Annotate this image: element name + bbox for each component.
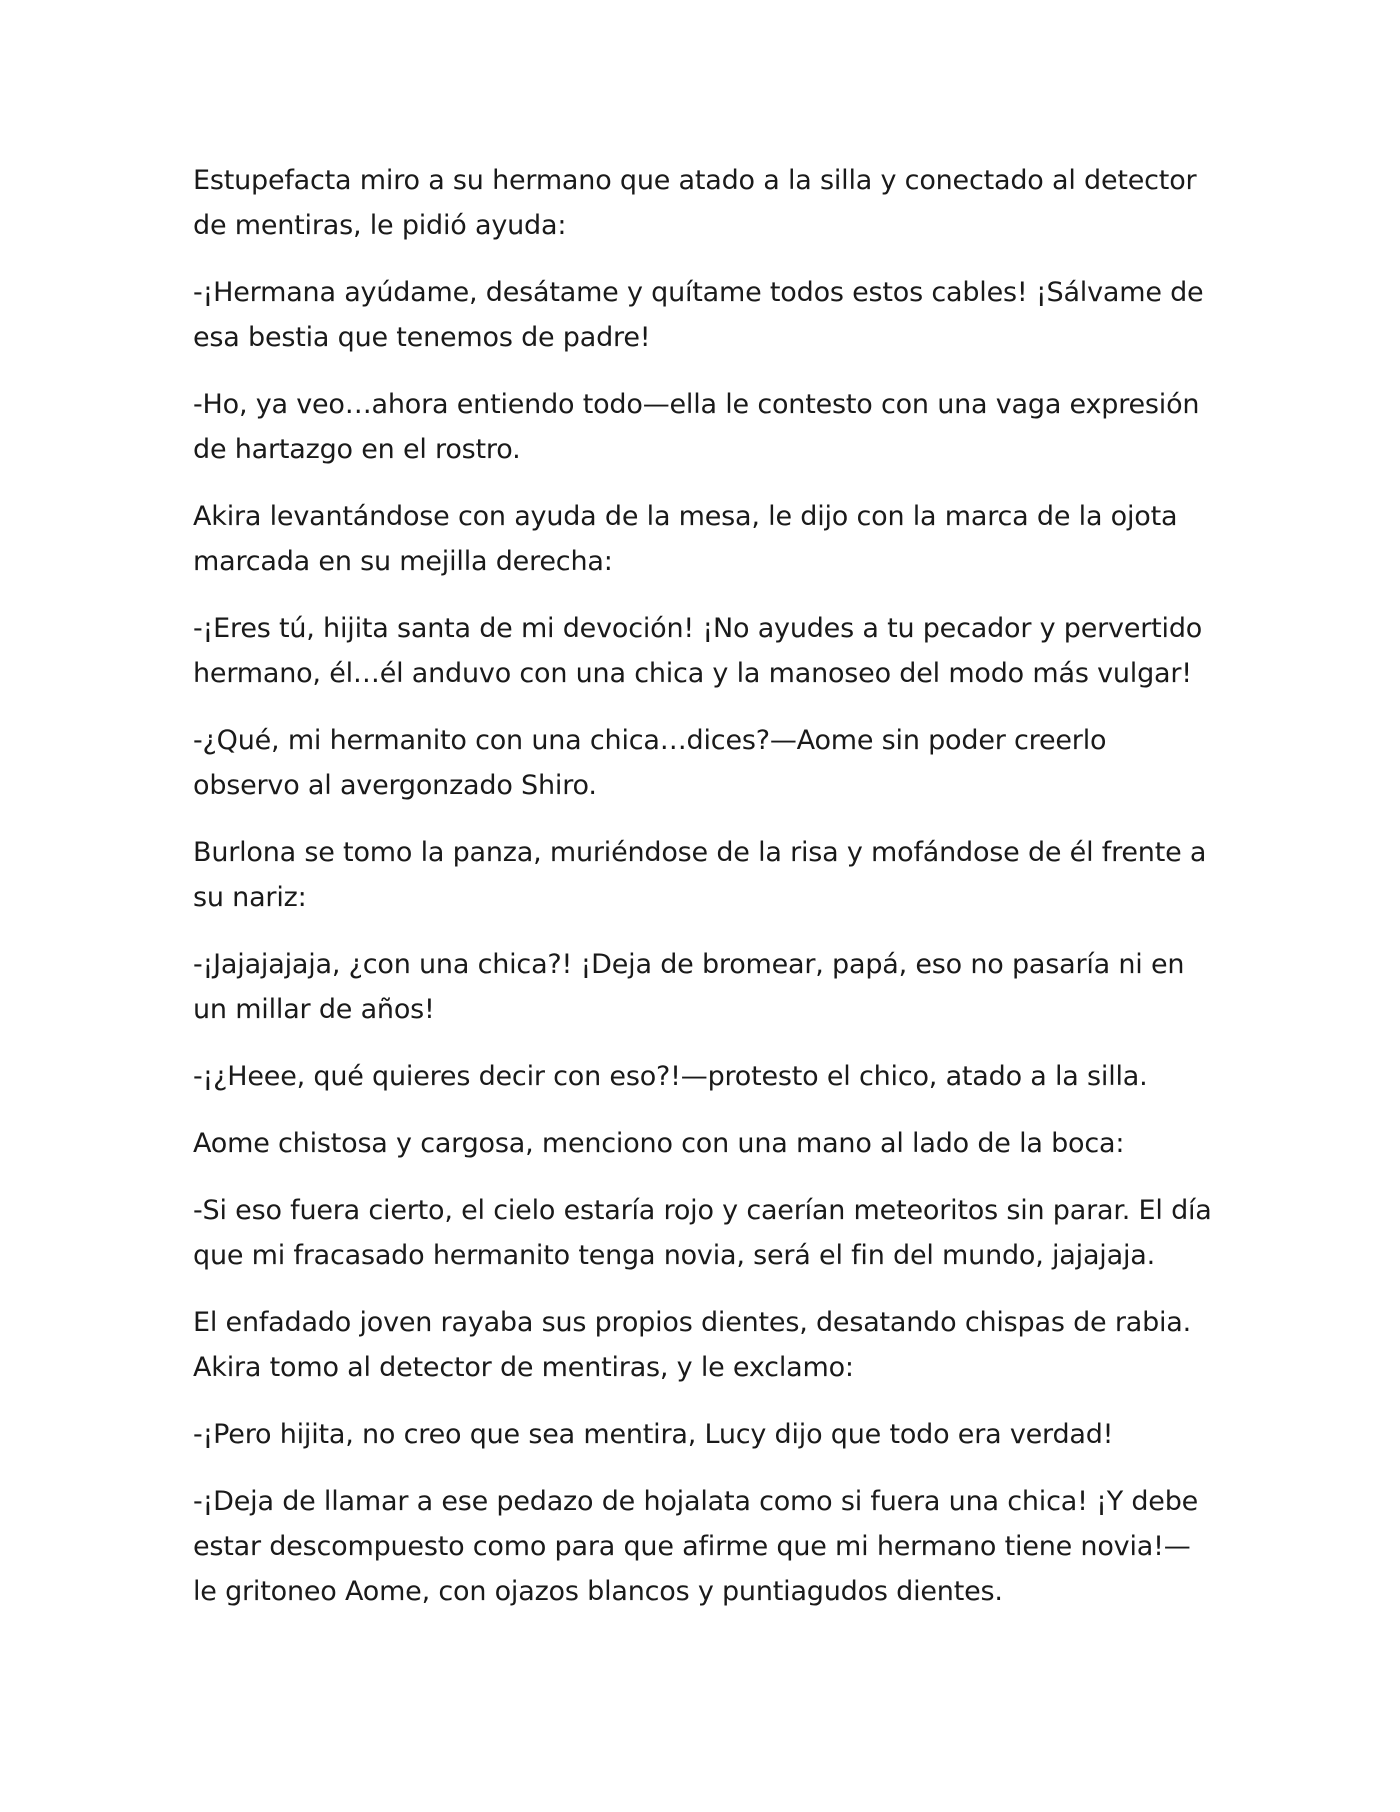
paragraph: -¡Eres tú, hijita santa de mi devoción! ¡No ayudes a tu pecador y pervertido hermano, él…él anduvo con una chica y la manoseo del modo más vulgar! bbox=[193, 613, 1203, 689]
paragraph: -¡Jajajajaja, ¿con una chica?! ¡Deja de bromear, papá, eso no pasaría ni en un millar de años! bbox=[193, 949, 1185, 1025]
paragraph: -¡Deja de llamar a ese pedazo de hojalata como si fuera una chica! ¡Y debe estar descompuesto como para que afirme que mi hermano tiene novia!—le gritoneo Aome, con ojazos blancos y puntiagudos dientes. bbox=[193, 1486, 1199, 1607]
paragraph: Akira levantándose con ayuda de la mesa, le dijo con la marca de la ojota marcada en su mejilla derecha: bbox=[193, 501, 1178, 577]
paragraph: -Ho, ya veo…ahora entiendo todo—ella le contesto con una vaga expresión de hartazgo en el rostro. bbox=[193, 389, 1200, 465]
paragraph: -¡Pero hijita, no creo que sea mentira, Lucy dijo que todo era verdad! bbox=[193, 1419, 1114, 1450]
paragraph: Estupefacta miro a su hermano que atado a la silla y conectado al detector de mentiras, le pidió ayuda: bbox=[193, 165, 1197, 241]
paragraph: -¿Qué, mi hermanito con una chica…dices?—Aome sin poder creerlo observo al avergonzado Shiro. bbox=[193, 725, 1107, 801]
document-body bbox=[193, 158, 1213, 1636]
paragraph: Burlona se tomo la panza, muriéndose de la risa y mofándose de él frente a su nariz: bbox=[193, 837, 1207, 913]
paragraph: El enfadado joven rayaba sus propios dientes, desatando chispas de rabia. Akira tomo al detector de mentiras, y le exclamo: bbox=[193, 1307, 1192, 1383]
paragraph: Aome chistosa y cargosa, menciono con una mano al lado de la boca: bbox=[193, 1128, 1125, 1159]
paragraph: -¡¿Heee, qué quieres decir con eso?!—protesto el chico, atado a la silla. bbox=[193, 1061, 1148, 1092]
paragraph: -¡Hermana ayúdame, desátame y quítame todos estos cables! ¡Sálvame de esa bestia que tenemos de padre! bbox=[193, 277, 1204, 353]
paragraph: -Si eso fuera cierto, el cielo estaría rojo y caerían meteoritos sin parar. El día que mi fracasado hermanito tenga novia, será el fin del mundo, jajajaja. bbox=[193, 1195, 1212, 1271]
